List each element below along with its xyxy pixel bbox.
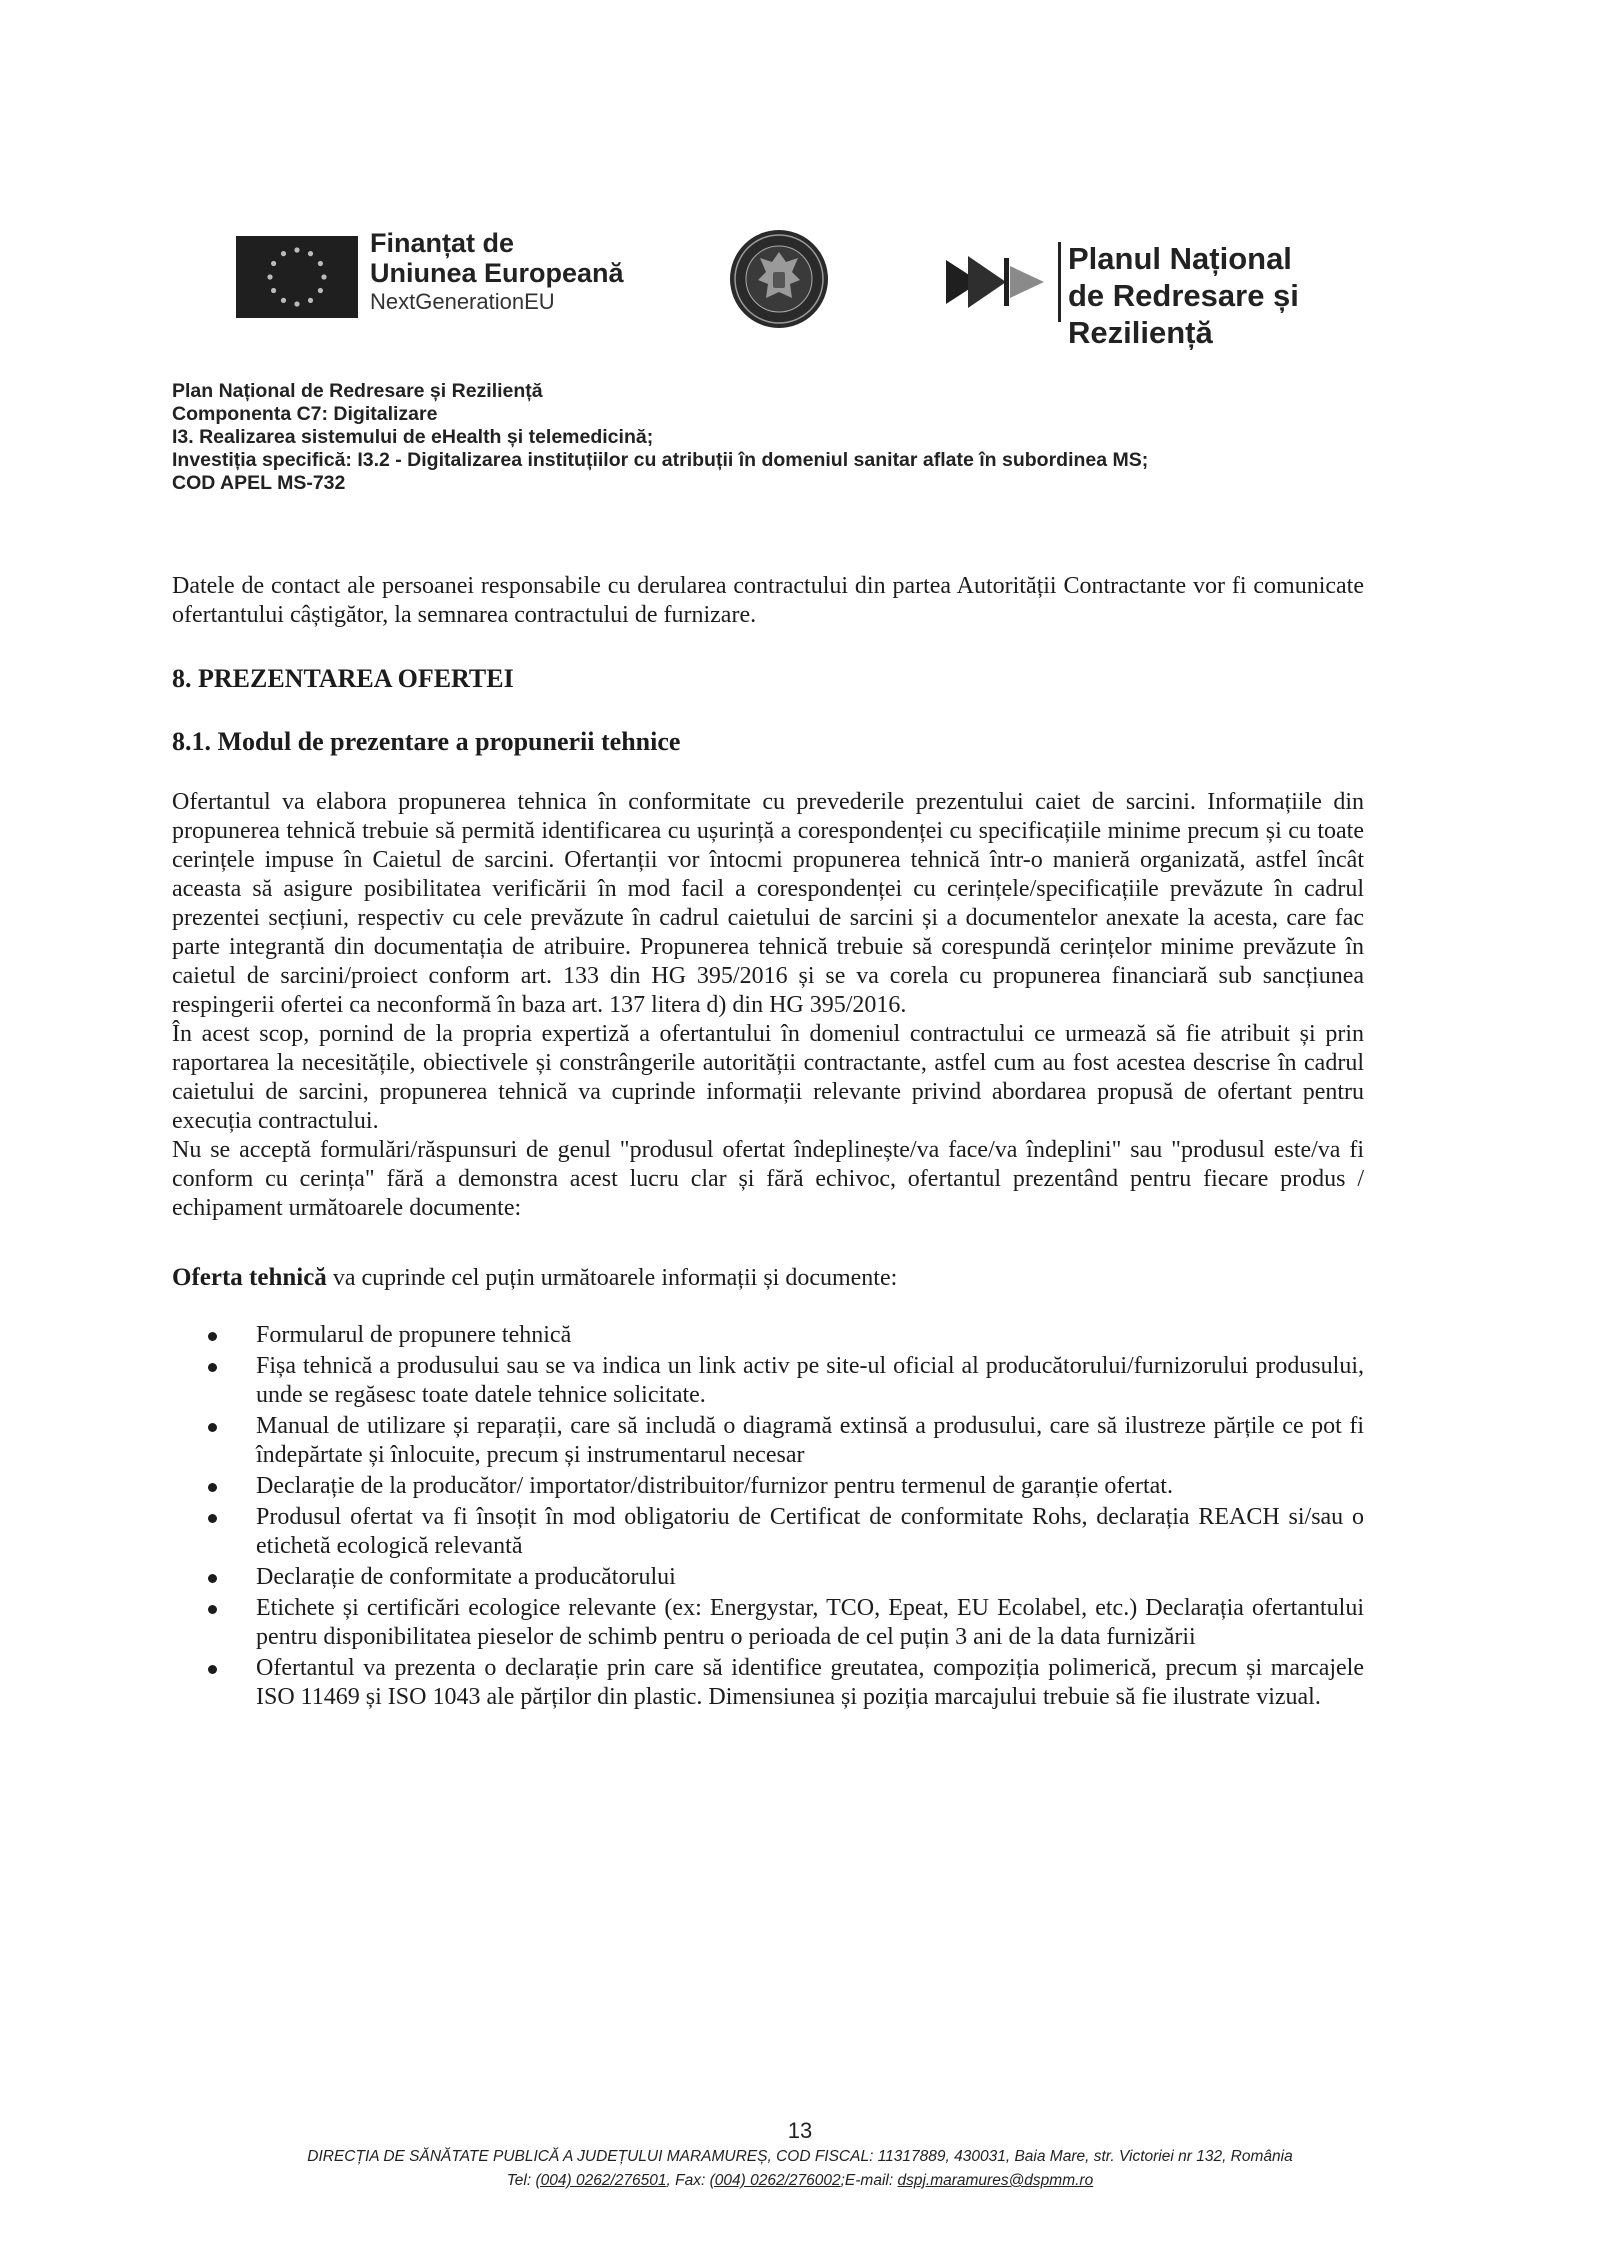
list-item-text: Formularul de propunere tehnică: [256, 1322, 572, 1348]
list-item: [172, 1472, 1364, 1501]
bullet-icon: [208, 1514, 217, 1523]
list-item-text: Produsul ofertat va fi însoțit în mod obligatoriu de Certificat de conformitate Rohs, declarația REACH si/sau o etichetă ecologică relevantă: [256, 1504, 1364, 1559]
section-title: 8. PREZENTAREA OFERTEI: [172, 664, 514, 693]
project-line-2: Componenta C7: Digitalizare: [172, 403, 438, 425]
required-documents-list: [172, 1321, 1364, 1712]
list-item-text: Declarație de conformitate a producătorului: [256, 1564, 676, 1590]
list-item-text: Fișa tehnică a produsului sau se va indica un link activ pe site-ul oficial al producătorului/furnizorului produsului, unde se regăsesc toate datele tehnice solicitate.: [256, 1353, 1364, 1408]
project-info: [172, 380, 1432, 495]
list-item: [172, 1352, 1364, 1410]
pnrr-text-line2: de Redresare și Reziliență: [1068, 278, 1299, 350]
project-line-1: Plan Național de Redresare și Reziliență: [172, 380, 543, 402]
bullet-icon: [208, 1574, 217, 1583]
pnrr-divider: [1058, 242, 1061, 322]
list-item: [172, 1412, 1364, 1470]
list-item-text: Etichete și certificări ecologice relevante (ex: Energystar, TCO, Epeat, EU Ecolabel, etc.) Declarația ofertantului pentru disponibilitatea pieselor de schimb pentru o perioada de cel puțin 3 ani de la data furnizării: [256, 1595, 1364, 1650]
bullet-icon: [208, 1665, 217, 1674]
document-body: [172, 572, 1364, 1714]
footer-fax-label: , Fax:: [666, 2172, 710, 2189]
intro-paragraph: Datele de contact ale persoanei responsabile cu derularea contractului din partea Autorității Contractante vor fi comunicate ofertantului câștigător, la semnarea contractului de furnizare.: [172, 573, 1364, 628]
bullet-icon: [208, 1483, 217, 1492]
project-line-5: COD APEL MS-732: [172, 472, 346, 494]
list-item-text: Declarație de la producător/ importator/distribuitor/furnizor pentru termenul de garanție ofertat.: [256, 1473, 1173, 1499]
oferta-tehnica-intro: [172, 1263, 1364, 1293]
list-item: [172, 1563, 1364, 1592]
eu-flag-icon: [236, 236, 358, 318]
oferta-tehnica-rest: va cuprinde cel puțin următoarele informații și documente:: [326, 1265, 898, 1291]
header-logos: [236, 228, 1452, 348]
footer-email-link[interactable]: dspj.maramures@dspmm.ro: [897, 2172, 1094, 2189]
eu-text-line3: NextGenerationEU: [370, 289, 555, 314]
list-item-text: Ofertantul va prezenta o declarație prin care să identifice greutatea, compoziția polimerică, precum și marcajele ISO 11469 și ISO 1043 ale părților din plastic. Dimensiunea și poziția marcajului trebuie să fie ilustrate vizual.: [256, 1655, 1364, 1710]
project-line-4: Investiția specifică: I3.2 - Digitalizarea instituțiilor cu atribuții în domeniul sanitar aflate în subordinea MS;: [172, 449, 1149, 471]
footer-tel-label: Tel:: [506, 2172, 536, 2189]
bullet-icon: [208, 1363, 217, 1372]
footer-address: DIRECȚIA DE SĂNĂTATE PUBLICĂ A JUDEȚULUI MARAMUREȘ, COD FISCAL: 11317889, 430031, Baia Mare, str. Victoriei nr 132, România: [307, 2148, 1293, 2165]
eu-text-line1: Finanțat de: [370, 228, 515, 258]
footer-tel-link[interactable]: (004) 0262/276501: [535, 2172, 667, 2189]
subsection-title: 8.1. Modul de prezentare a propunerii tehnice: [172, 727, 681, 756]
list-item: [172, 1503, 1364, 1561]
page-number: 13: [787, 2118, 813, 2143]
eu-text-line2: Uniunea Europeană: [370, 258, 624, 288]
paragraph-2: În acest scop, pornind de la propria expertiză a ofertantului în domeniul contractului ce urmează să fie atribuit și prin raportarea la necesitățile, obiectivele și constrângerile autorității contractante, astfel cum au fost acestea descrise în cadrul caietului de sarcini, propunerea tehnică va cuprinde informații relevante privind abordarea propusă de ofertant pentru execuția contractului.: [172, 1021, 1364, 1134]
list-item-text: Manual de utilizare și reparații, care să includă o diagramă extinsă a produsului, care să ilustreze părțile ce pot fi îndepărtate și înlocuite, precum și instrumentarul necesar: [256, 1413, 1364, 1468]
pnrr-text-line1: Planul Național: [1068, 241, 1292, 276]
pnrr-arrow-icon: [946, 250, 1052, 314]
footer-fax-link[interactable]: (004) 0262/276002: [709, 2172, 841, 2189]
list-item: [172, 1321, 1364, 1350]
footer-contacts: [0, 2172, 1600, 2190]
project-line-3: I3. Realizarea sistemului de eHealth și telemedicină;: [172, 426, 654, 448]
eu-funding-text: [370, 228, 624, 316]
bullet-icon: [208, 1605, 217, 1614]
romanian-government-seal-icon: [728, 228, 830, 330]
oferta-tehnica-label: Oferta tehnică: [172, 1264, 327, 1291]
footer-email-label: ;E-mail:: [840, 2172, 898, 2189]
bullet-icon: [208, 1332, 217, 1341]
list-item: [172, 1594, 1364, 1652]
pnrr-logo-text: [1068, 240, 1452, 351]
list-item: [172, 1654, 1364, 1712]
paragraph-1: Ofertantul va elabora propunerea tehnica în conformitate cu prevederile prezentului caiet de sarcini. Informațiile din propunerea tehnică trebuie să permită identificarea cu ușurință a corespondenței cu specificațiile minime precum și cu toate cerințele impuse în Caietul de sarcini. Ofertanții vor întocmi propunerea tehnică într-o manieră organizată, astfel încât aceasta să asigure posibilitatea verificării în mod facil a corespondenței cu cerințele/specificațiile prevăzute în cadrul prezentei secțiuni, respectiv cu cele prevăzute în cadrul caietului de sarcini și a documentelor anexate la acesta, care fac parte integrantă din documentația de atribuire. Propunerea tehnică trebuie să corespundă cerințelor minime prevăzute în caietul de sarcini/proiect conform art. 133 din HG 395/2016 și se va corela cu propunerea financiară sub sancțiunea respingerii ofertei ca neconformă în baza art. 137 litera d) din HG 395/2016.: [172, 789, 1364, 1018]
bullet-icon: [208, 1423, 217, 1432]
paragraph-3: Nu se acceptă formulări/răspunsuri de genul "produsul ofertat îndeplinește/va face/va îndeplini" sau "produsul este/va fi conform cu cerința" fără a demonstra acest lucru clar și fără echivoc, ofertantul prezentând pentru fiecare produs / echipament următoarele documente:: [172, 1137, 1364, 1221]
technical-proposal-text: [172, 788, 1364, 1223]
